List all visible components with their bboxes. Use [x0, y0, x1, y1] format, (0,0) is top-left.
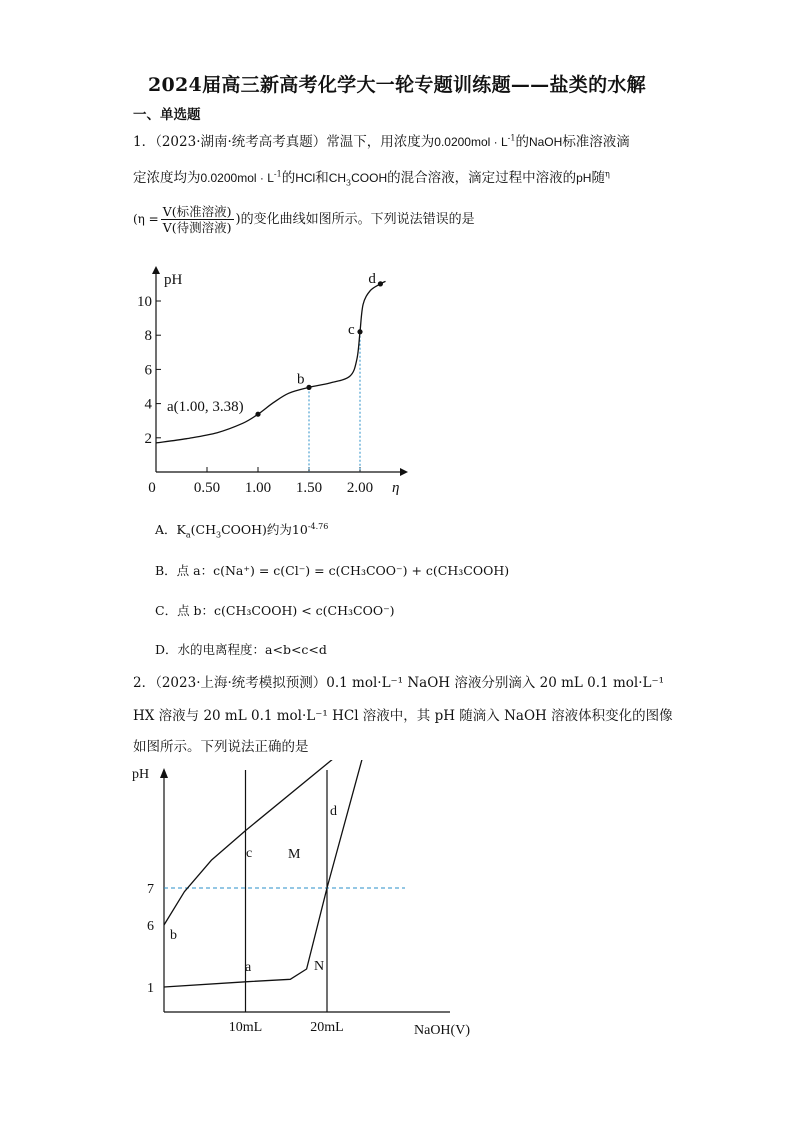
x-tick-label: 0: [148, 480, 156, 496]
q1-conc-sup: -1: [507, 133, 516, 143]
x-tick-label: 2.00: [346, 480, 374, 496]
q1-eta-def: (η =: [133, 212, 159, 226]
point-label-a: a(1.00, 3.38): [167, 399, 244, 416]
q1-cooh: COOH: [351, 171, 388, 185]
chart2-svg: [130, 760, 490, 1045]
point-a: [255, 412, 260, 417]
point-c: [357, 329, 362, 334]
y-tick-label: 4: [144, 396, 152, 413]
y-axis-label: pH: [164, 272, 183, 288]
q1-option-c[interactable]: C．点 b：c(CH₃COOH) < c(CH₃COO⁻): [155, 603, 395, 618]
point-d: [378, 281, 383, 286]
point-b: [306, 385, 311, 390]
curve-label-N: N: [314, 959, 325, 974]
y-axis-arrow: [160, 768, 168, 778]
curve-label-b: b: [170, 928, 177, 943]
fraction-denominator: V(待测溶液): [162, 220, 232, 235]
q1-text: 的: [515, 134, 529, 150]
y-tick-label: 6: [144, 362, 152, 379]
y-axis-arrow: [152, 266, 160, 274]
point-label-d: d: [368, 270, 376, 287]
q1-option-a[interactable]: [155, 520, 328, 540]
chart1-svg: [130, 262, 420, 502]
q1-text: 的混合溶液，滴定过程中溶液的: [387, 170, 577, 186]
q1-text: 随: [591, 170, 605, 186]
q1-fraction: [161, 204, 234, 235]
x-axis-arrow: [400, 468, 408, 476]
curve-label-M: M: [288, 847, 301, 862]
y-tick-label: 7: [147, 882, 154, 897]
y-tick-label: 2: [144, 430, 152, 447]
chart1-group: [137, 266, 408, 496]
q1-line-3: [133, 204, 475, 235]
option-a-text: A．K: [155, 522, 186, 537]
q1-text: 和: [315, 170, 329, 186]
q1-line-2: [133, 166, 610, 188]
q1-naoh: NaOH: [528, 135, 563, 149]
point-label-c: c: [348, 321, 355, 338]
q1-text: 定浓度均为: [133, 170, 201, 186]
chart2-group: [132, 760, 470, 1038]
q1-text: )的变化曲线如图所示。下列说法错误的是: [235, 212, 475, 227]
y-tick-label: 6: [147, 919, 154, 934]
q1-ch3-sub: 3: [346, 178, 352, 188]
q1-text: 的: [281, 170, 296, 186]
q1-eta: η: [604, 169, 610, 179]
option-a-sup: -4.76: [307, 521, 329, 531]
page-title: 2024届高三新高考化学大一轮专题训练题——盐类的水解: [148, 74, 646, 96]
curve-label-d: d: [330, 804, 337, 819]
q1-ch3: CH: [328, 171, 347, 185]
x-tick-label: 1.50: [295, 480, 323, 496]
curve-upper: [164, 760, 372, 925]
x-axis-label: NaOH(V): [414, 1023, 470, 1038]
x-tick-label: 0.50: [193, 480, 221, 496]
q2-line-1: 2．（2023·上海·统考模拟预测）0.1 mol·L⁻¹ NaOH 溶液分别滴入 20 mL 0.1 mol·L⁻¹: [133, 675, 664, 691]
q1-hcl: HCl: [295, 171, 316, 185]
curve-lower: [164, 760, 372, 987]
titration-curve: [156, 281, 386, 443]
fraction-numerator: V(标准溶液): [162, 204, 232, 219]
q1-text: 标准溶液滴: [562, 134, 630, 150]
q1-option-b[interactable]: B．点 a：c(Na⁺) = c(Cl⁻) = c(CH₃COO⁻) + c(CH₃COOH): [155, 563, 510, 578]
option-a-sub: a: [185, 530, 191, 540]
x-tick-label: 20mL: [310, 1020, 344, 1035]
x-tick-label: 1.00: [244, 480, 272, 496]
option-a-text: COOH)约为10: [221, 522, 308, 537]
q1-line-1: [133, 130, 630, 150]
x-tick-label: 10mL: [228, 1020, 263, 1035]
curve-label-c: c: [246, 846, 253, 861]
y-tick-label: 1: [147, 981, 154, 996]
option-a-text: (CH: [190, 522, 216, 537]
q2-line-2: HX 溶液与 20 mL 0.1 mol·L⁻¹ HCl 溶液中，其 pH 随滴入 NaOH 溶液体积变化的图像: [133, 708, 673, 724]
option-a-sub: 3: [216, 530, 222, 540]
q1-conc-sup: -1: [273, 169, 282, 179]
q2-line-3: 如图所示。下列说法正确的是: [133, 739, 309, 755]
q1-text: 1．（2023·湖南·统考高考真题）常温下，用浓度为: [133, 134, 435, 150]
q1-option-d[interactable]: D．水的电离程度：a<b<c<d: [155, 642, 327, 657]
y-tick-label: 8: [144, 328, 152, 345]
y-axis-label: pH: [132, 767, 150, 782]
x-axis-label: η: [392, 480, 400, 496]
q1-conc: 0.0200mol · L: [200, 171, 274, 185]
q1-conc: 0.0200mol · L: [434, 135, 508, 149]
point-label-b: b: [297, 371, 305, 388]
section-heading: 一、单选题: [133, 107, 201, 123]
y-tick-label: 10: [137, 294, 152, 310]
q1-ph: pH: [576, 171, 592, 185]
curve-label-a: a: [245, 960, 252, 975]
